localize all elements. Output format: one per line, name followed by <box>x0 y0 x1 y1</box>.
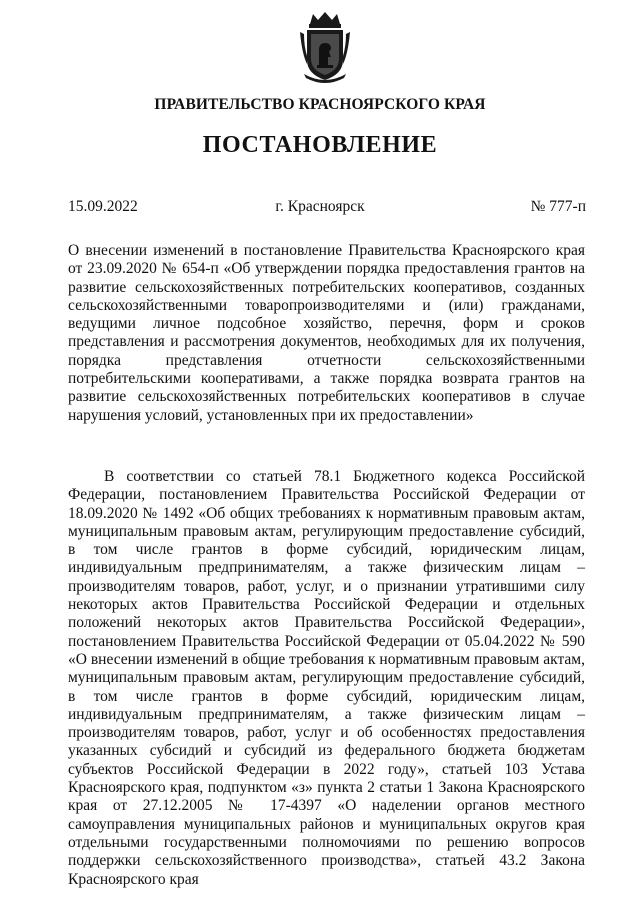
document-type: ПОСТАНОВЛЕНИЕ <box>202 132 438 158</box>
document-body-paragraph: В соответствии со статьей 78.1 Бюджетного кодекса Российской Федерации, постановлением Правительства Российской Федерации от 18.09.2020 № 1492 «Об общих требованиях к нормативным правовым актам, муниципальным правовым актам, регулирующим предоставление субсидий, в том числе грантов в форме субсидий, юридическим лицам, индивидуальным предпринимателям, а также физическим лицам – производителям товаров, работ, услуг, и о признании утратившими силу некоторых актов Правительства Российской Федерации и отдельных положений некоторых актов Правительства Российской Федерации», постановлением Правительства Российской Федерации от 05.04.2022 № 590 «О внесении изменений в общие требования к нормативным правовым актам, муниципальным правовым актам, регулирующим предоставление субсидий, в том числе грантов в форме субсидий, юридическим лицам, индивидуальным предпринимателям, а также физическим лицам – производителям товаров, работ, услуг и об особенностях предоставления указанных субсидий и субсидий из федерального бюджета бюджетам субъектов Российской Федерации в 2022 году», статьей 103 Устава Красноярского края, подпунктом «з» пункта 2 статьи 1 Закона Красноярского края от 27.12.2005 № 17-4397 «О наделении органов местного самоуправления муниципальных районов и муниципальных округов края отдельными государственными полномочиями по решению вопросов поддержки сельскохозяйственного производства», статьей 43.2 Закона Красноярского края <box>68 468 585 888</box>
coat-of-arms-icon <box>296 10 354 84</box>
document-city: г. Красноярск <box>275 198 365 215</box>
document-number: № 777-п <box>530 198 586 215</box>
document-date: 15.09.2022 <box>68 198 138 215</box>
organization-name: ПРАВИТЕЛЬСТВО КРАСНОЯРСКОГО КРАЯ <box>154 96 486 113</box>
document-title: О внесении изменений в постановление Правительства Красноярского края от 23.09.2020 № 654-п «Об утверждении порядка предоставления грантов на развитие сельскохозяйственных потребительских кооперативов, созданных сельскохозяйственными товаропроизводителями и (или) гражданами, ведущими личное подсобное хозяйство, перечня, форм и сроков представления и рассмотрения документов, необходимых для их получения, порядка представления отчетности сельскохозяйственными потребительскими кооперативами, а также порядка возврата грантов на развитие сельскохозяйственных потребительских кооперативов в случае нарушения условий, установленных при их предоставлении» <box>68 242 585 424</box>
